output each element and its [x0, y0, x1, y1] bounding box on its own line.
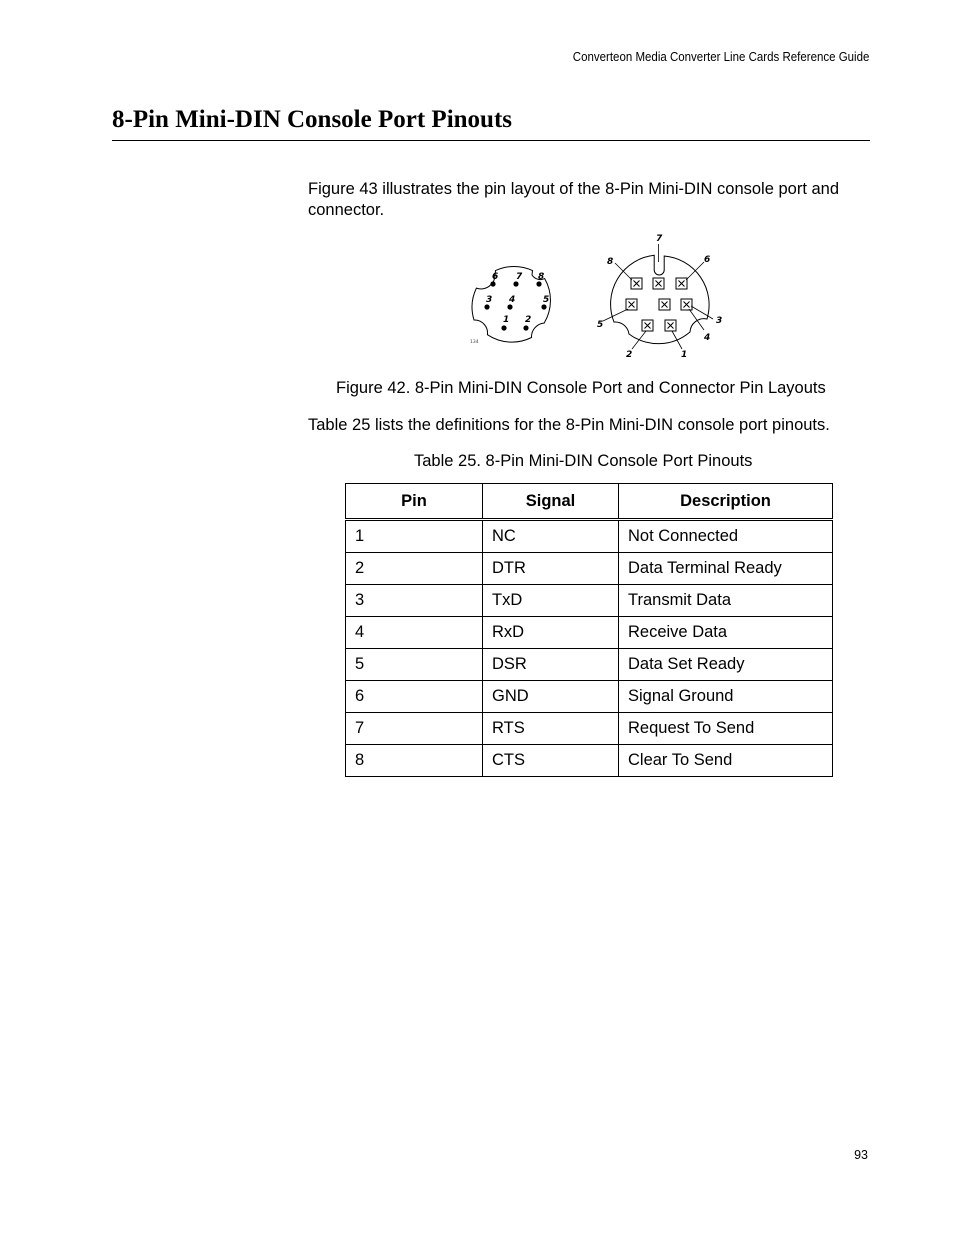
port-pin-label: 7: [516, 272, 523, 282]
port-pin-labels: [486, 272, 549, 325]
page-number: 93: [854, 1148, 868, 1162]
section-title: 8-Pin Mini-DIN Console Port Pinouts: [112, 106, 512, 133]
signal-cell: RxD: [483, 617, 619, 649]
description-cell: Request To Send: [619, 713, 833, 745]
connector-leader-lines: [603, 244, 713, 349]
port-pin-label: 2: [525, 315, 532, 325]
pin-cell: 2: [346, 553, 483, 585]
description-cell: Transmit Data: [619, 585, 833, 617]
signal-cell: DSR: [483, 649, 619, 681]
port-pin-label: 5: [543, 295, 550, 305]
pin-cell: 6: [346, 681, 483, 713]
pin-cell: 3: [346, 585, 483, 617]
signal-cell: TxD: [483, 585, 619, 617]
column-header-signal: Signal: [483, 484, 619, 520]
connector-pin-label: 6: [704, 255, 711, 265]
port-pin: [513, 281, 518, 286]
signal-cell: GND: [483, 681, 619, 713]
running-header: Converteon Media Converter Line Cards Reference Guide: [572, 50, 869, 64]
signal-cell: RTS: [483, 713, 619, 745]
column-header-pin: Pin: [346, 484, 483, 520]
connector-pin-label: 2: [626, 350, 633, 360]
intro-paragraph: Figure 43 illustrates the pin layout of the 8-Pin Mini-DIN console port and connector.: [308, 180, 840, 219]
description-cell: Not Connected: [619, 520, 833, 553]
port-pin-label: 3: [486, 295, 493, 305]
pin-cell: 4: [346, 617, 483, 649]
connector-pin-labels: [597, 234, 722, 360]
description-cell: Signal Ground: [619, 681, 833, 713]
table-header-row: [346, 484, 833, 520]
port-pin-label: 1: [503, 315, 510, 325]
port-pin: [541, 304, 546, 309]
port-pin: [536, 281, 541, 286]
table-row: [346, 617, 833, 649]
signal-cell: DTR: [483, 553, 619, 585]
pin-cell: 7: [346, 713, 483, 745]
table-row: [346, 681, 833, 713]
connector-pin-label: 5: [597, 320, 604, 330]
connector-pin-label: 1: [681, 350, 688, 360]
description-cell: Receive Data: [619, 617, 833, 649]
connector-pin-label: 7: [656, 234, 663, 244]
table-row: [346, 745, 833, 777]
pinout-figure: [466, 232, 726, 364]
description-cell: Data Set Ready: [619, 649, 833, 681]
port-pin: [490, 281, 495, 286]
signal-cell: CTS: [483, 745, 619, 777]
signal-cell: NC: [483, 520, 619, 553]
port-pin-label: 8: [538, 272, 545, 282]
port-pin: [507, 304, 512, 309]
pin-cell: 1: [346, 520, 483, 553]
table-row: [346, 553, 833, 585]
description-cell: Clear To Send: [619, 745, 833, 777]
table-row: [346, 585, 833, 617]
column-header-description: Description: [619, 484, 833, 520]
figure-small-code: 134: [470, 340, 479, 345]
pin-cell: 5: [346, 649, 483, 681]
connector-pin-label: 3: [716, 316, 723, 326]
pinout-table: [345, 483, 833, 777]
connector-pin-label: 8: [607, 257, 614, 267]
port-pin: [523, 325, 528, 330]
connector-pin-label: 4: [704, 333, 711, 343]
port-pin-label: 6: [492, 272, 499, 282]
port-pin-label: 4: [509, 295, 516, 305]
connector-pins: [626, 278, 692, 331]
port-pins: [484, 281, 546, 330]
table-row: [346, 520, 833, 553]
pin-cell: 8: [346, 745, 483, 777]
table-row: [346, 649, 833, 681]
table-row: [346, 713, 833, 745]
port-pin: [501, 325, 506, 330]
port-pin: [484, 304, 489, 309]
title-rule: [112, 140, 870, 141]
table-caption: Table 25. 8-Pin Mini-DIN Console Port Pinouts: [414, 452, 753, 470]
figure-caption: Figure 42. 8-Pin Mini-DIN Console Port and Connector Pin Layouts: [336, 379, 826, 397]
description-cell: Data Terminal Ready: [619, 553, 833, 585]
table-intro-paragraph: Table 25 lists the definitions for the 8-Pin Mini-DIN console port pinouts.: [308, 416, 830, 434]
